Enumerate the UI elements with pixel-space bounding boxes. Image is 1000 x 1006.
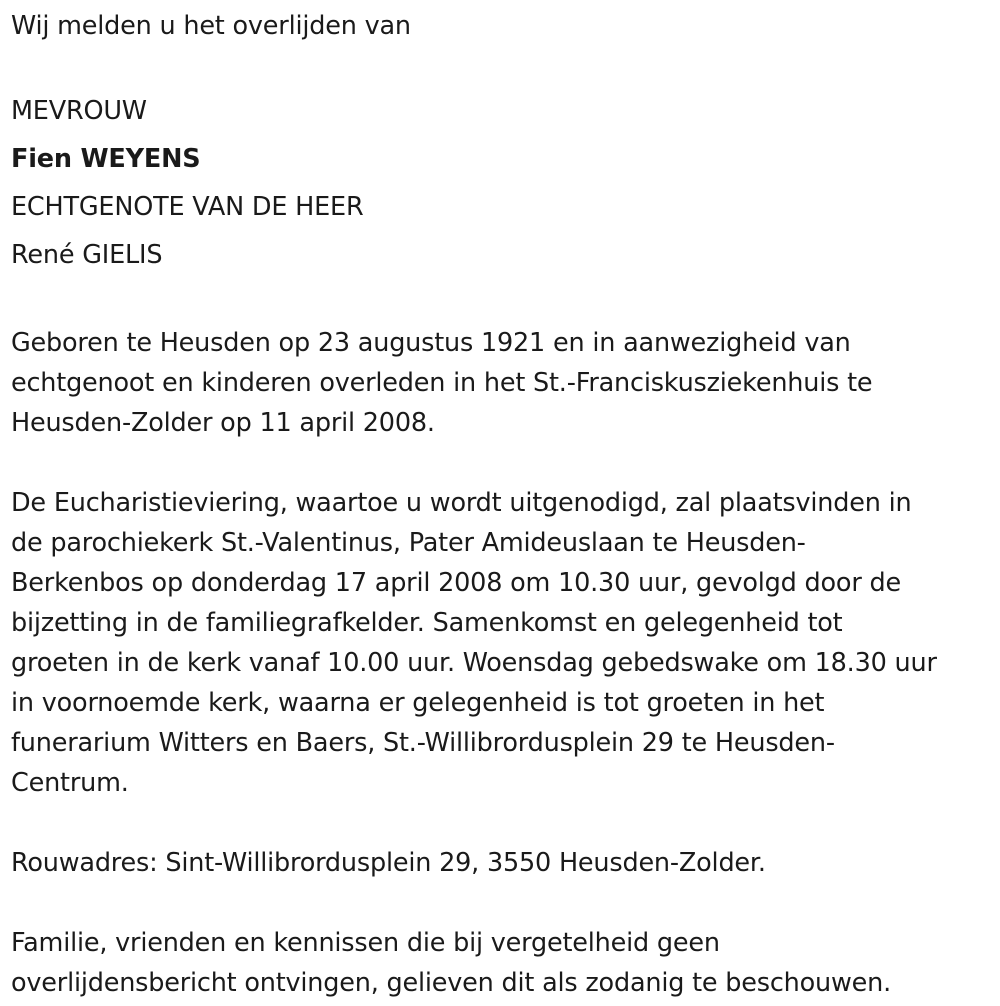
person-block: [11, 87, 993, 279]
paragraph-line: Geboren te Heusden op 23 augustus 1921 en in aanwezigheid van: [11, 328, 851, 358]
paragraph-line: de parochiekerk St.-Valentinus, Pater Amideuslaan te Heusden-: [11, 528, 806, 558]
paragraph-line: overlijdensbericht ontvingen, gelieven dit als zodanig te beschouwen.: [11, 968, 892, 998]
paragraph-line: De Eucharistieviering, waartoe u wordt uitgenodigd, zal plaatsvinden in: [11, 488, 912, 518]
ceremony-paragraph: [11, 483, 993, 803]
paragraph-line: Berkenbos op donderdag 17 april 2008 om 10.30 uur, gevolgd door de: [11, 568, 901, 598]
person-name: Fien WEYENS: [11, 144, 201, 174]
spouse-name: René GIELIS: [11, 240, 163, 270]
paragraph-line: funerarium Witters en Baers, St.-Willibrordusplein 29 te Heusden-: [11, 728, 835, 758]
birth-paragraph: [11, 323, 993, 443]
address-paragraph: [11, 843, 993, 883]
obituary-notice: [11, 0, 993, 1003]
intro-line: Wij melden u het overlijden van: [11, 11, 411, 41]
paragraph-line: echtgenoot en kinderen overleden in het St.-Franciskusziekenhuis te: [11, 368, 873, 398]
closing-paragraph: [11, 923, 993, 1003]
paragraph-line: in voornoemde kerk, waarna er gelegenheid is tot groeten in het: [11, 688, 825, 718]
mourning-address: Rouwadres: Sint-Willibrordusplein 29, 3550 Heusden-Zolder.: [11, 848, 766, 878]
person-relation: ECHTGENOTE VAN DE HEER: [11, 192, 364, 222]
person-title: MEVROUW: [11, 96, 147, 126]
paragraph-line: Familie, vrienden en kennissen die bij vergetelheid geen: [11, 928, 720, 958]
paragraph-line: Heusden-Zolder op 11 april 2008.: [11, 408, 435, 438]
paragraph-line: Centrum.: [11, 768, 129, 798]
paragraph-line: bijzetting in de familiegrafkelder. Samenkomst en gelegenheid tot: [11, 608, 843, 638]
paragraph-line: groeten in de kerk vanaf 10.00 uur. Woensdag gebedswake om 18.30 uur: [11, 648, 937, 678]
